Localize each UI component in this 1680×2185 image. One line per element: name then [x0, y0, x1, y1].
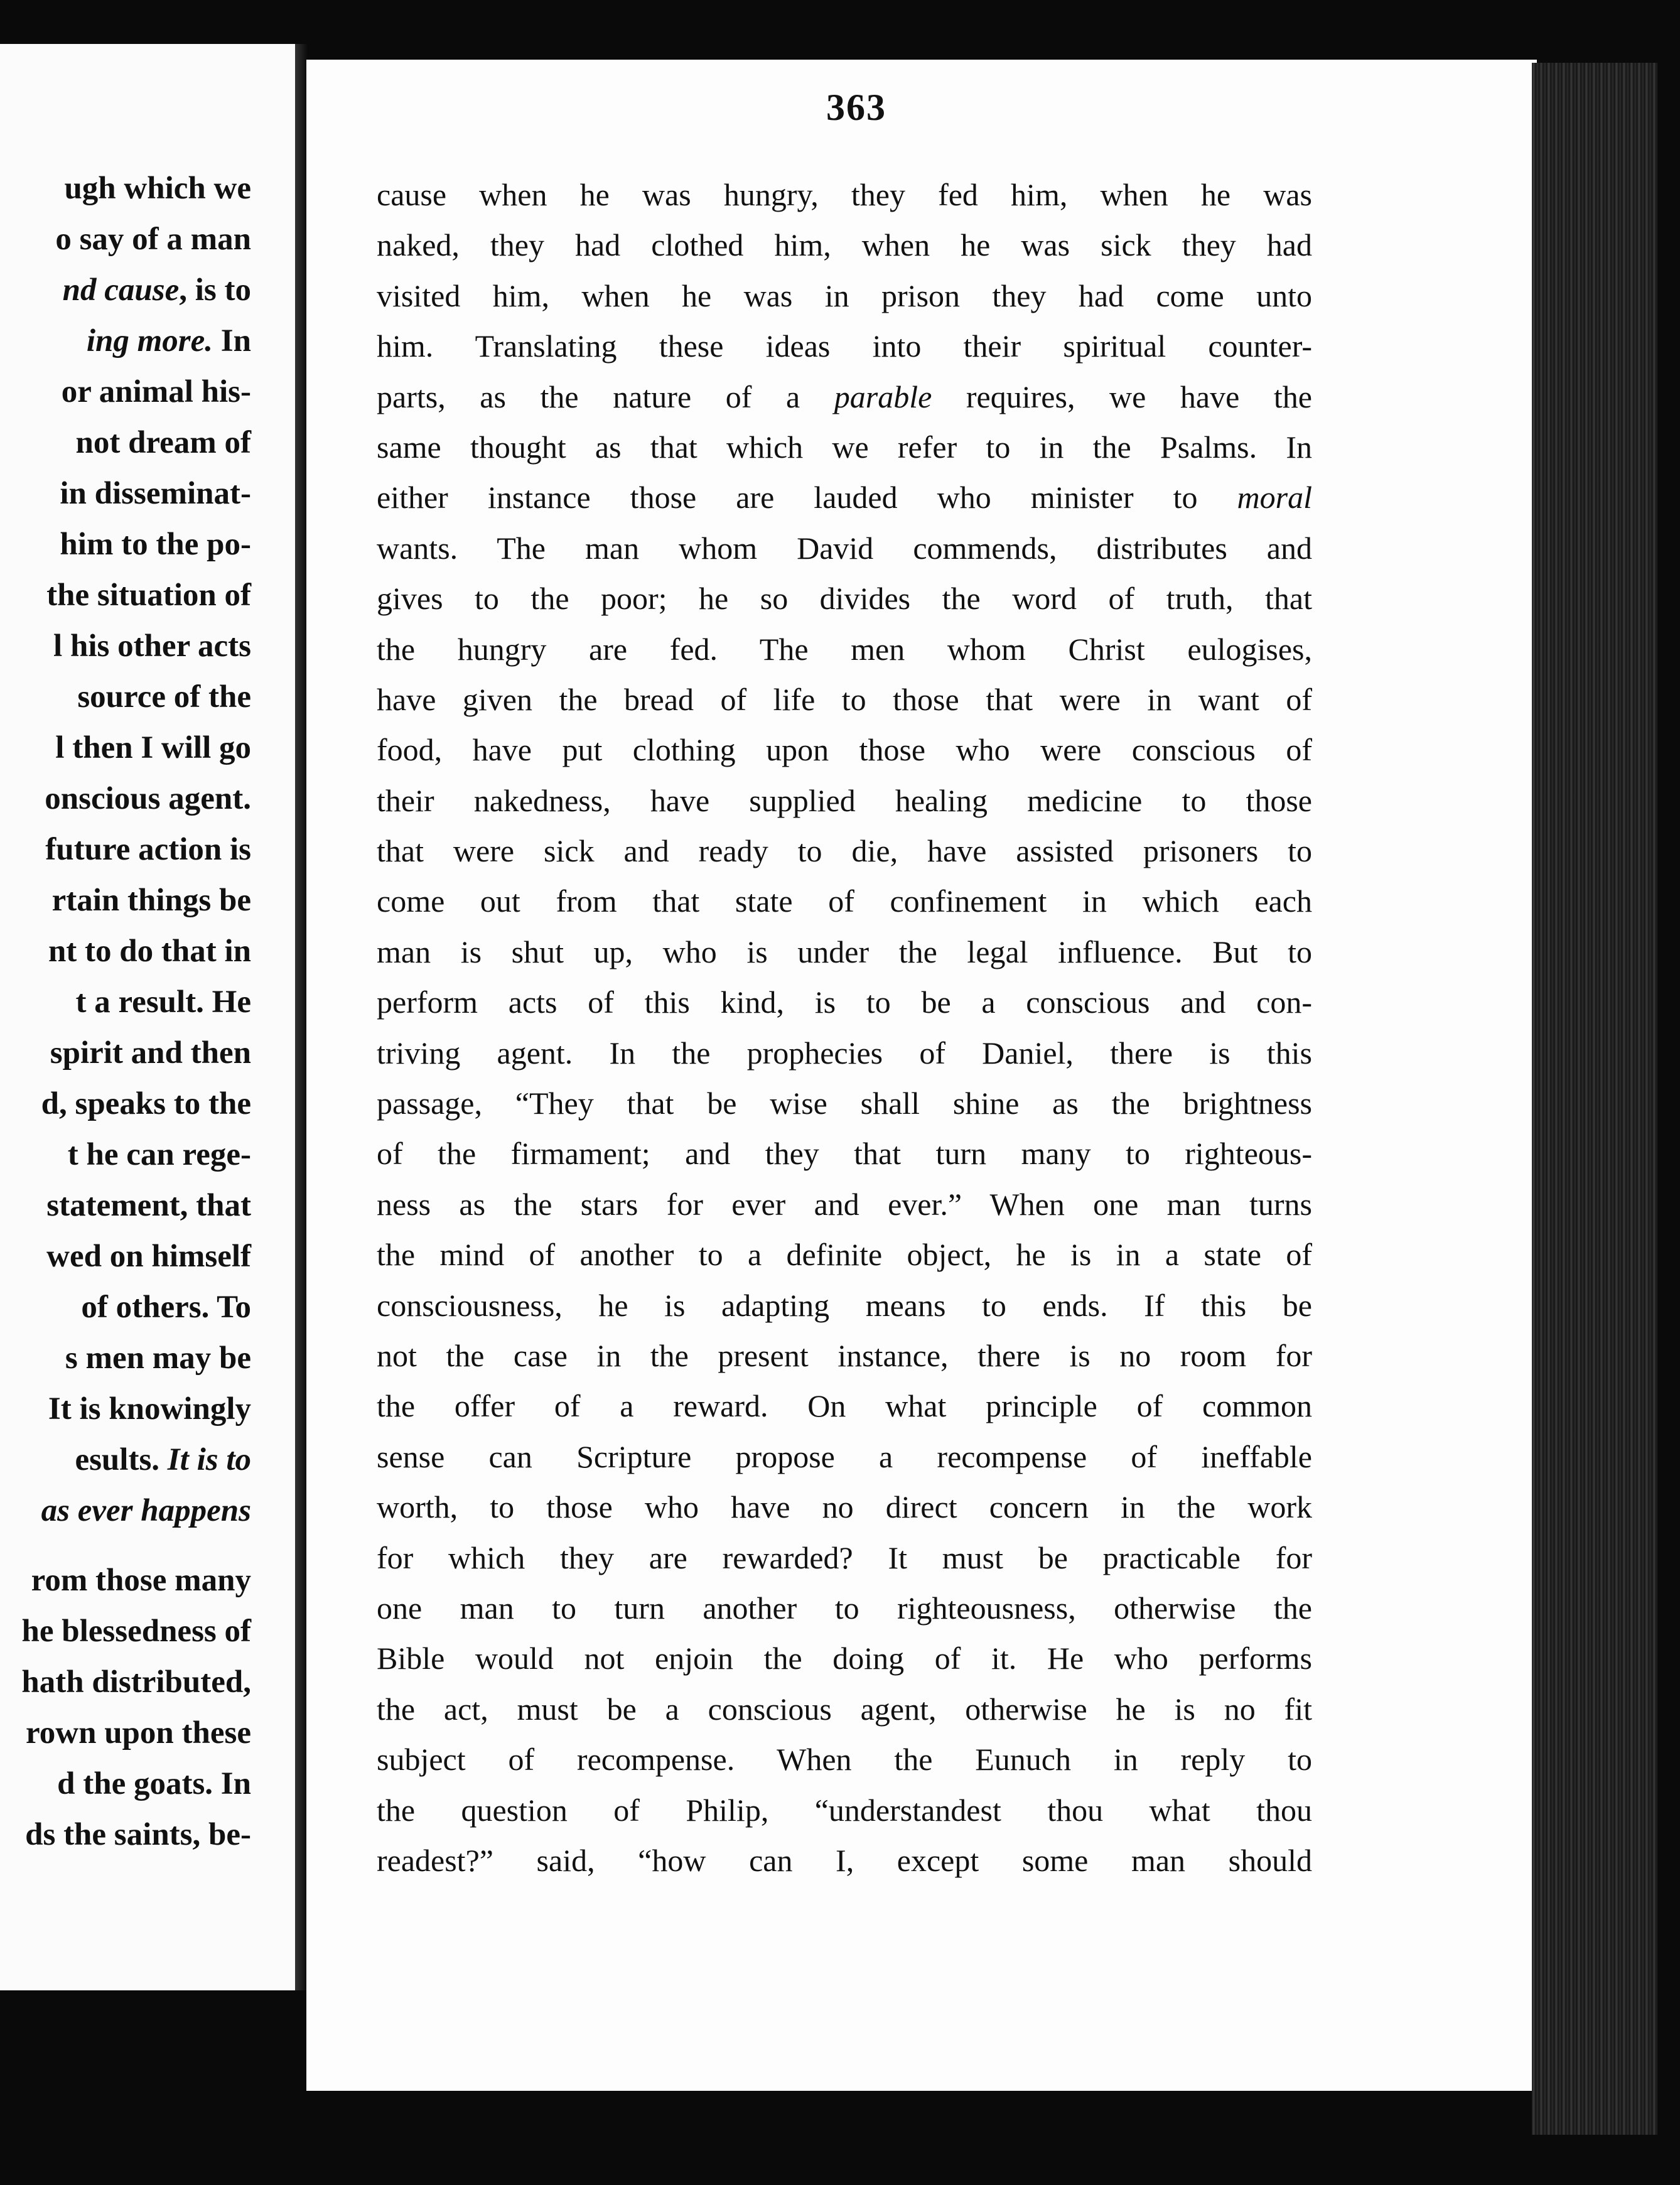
- line-text: , is to: [179, 272, 251, 308]
- italic-text: It is to: [167, 1442, 251, 1477]
- text-line: l his other acts: [53, 629, 251, 664]
- text-line: [0, 1435, 251, 1486]
- text-line: t he can rege-: [67, 1137, 251, 1172]
- text-line: man is shut up, who is under the legal influence. But to: [377, 934, 1312, 969]
- text-line: for which they are rewarded? It must be practicable for: [377, 1540, 1312, 1575]
- text-line: the situation of: [46, 578, 251, 613]
- text-line: one man to turn another to righteousness, otherwise the: [377, 1590, 1312, 1626]
- italic-text: ing more.: [86, 323, 213, 359]
- text-line: ness as the stars for ever and ever.” When one man turns: [377, 1186, 1312, 1222]
- text-line: It is knowingly: [48, 1391, 251, 1427]
- text-line: [0, 265, 251, 316]
- right-page: [306, 60, 1537, 2091]
- text-line: not dream of: [75, 425, 251, 460]
- right-page-text: [377, 170, 1312, 1886]
- text-line: wed on himself: [46, 1239, 251, 1274]
- left-page-text: [0, 163, 251, 1860]
- text-line: spirit and then: [50, 1035, 251, 1071]
- text-line: rtain things be: [51, 883, 251, 918]
- text-line: of the firmament; and they that turn many to righteous-: [377, 1136, 1312, 1172]
- text-line: future action is: [45, 832, 251, 867]
- text-line: d the goats. In: [57, 1766, 251, 1801]
- book-gutter: [295, 44, 308, 1990]
- text-line: hath distributed,: [21, 1664, 251, 1700]
- text-line: source of the: [77, 679, 251, 715]
- text-line: consciousness, he is adapting means to ends. If this be: [377, 1287, 1312, 1323]
- text-line: in disseminat-: [60, 476, 251, 511]
- text-line: come out from that state of confinement in which each: [377, 883, 1312, 919]
- text-line: rom those many: [31, 1563, 251, 1598]
- text-line: perform acts of this kind, is to be a conscious and con-: [377, 985, 1312, 1020]
- text-line: cause when he was hungry, they fed him, when he was: [377, 177, 1312, 212]
- text-line: l then I will go: [55, 730, 251, 765]
- text-line: worth, to those who have no direct concern in the work: [377, 1489, 1312, 1525]
- text-line: of others. To: [81, 1290, 251, 1325]
- text-line: d, speaks to the: [41, 1086, 251, 1121]
- text-line: naked, they had clothed him, when he was sick they had: [377, 227, 1312, 263]
- line-text: requires, we have the: [932, 379, 1312, 414]
- page-number: 363: [826, 87, 886, 128]
- text-line: ugh which we: [64, 171, 251, 206]
- text-line: same thought as that which we refer to in the Psalms. In: [377, 429, 1312, 465]
- text-line: the act, must be a conscious agent, otherwise he is no fit: [377, 1691, 1312, 1727]
- text-line: or animal his-: [61, 374, 251, 409]
- text-line: [0, 1486, 251, 1536]
- text-line: [377, 372, 1312, 422]
- page-edges: [1532, 63, 1657, 2135]
- text-line: triving agent. In the prophecies of Daniel, there is this: [377, 1035, 1312, 1071]
- text-line: gives to the poor; he so divides the word of truth, that: [377, 581, 1312, 617]
- text-line: onscious agent.: [45, 781, 251, 816]
- text-line: t a result. He: [75, 985, 251, 1020]
- text-line: o say of a man: [55, 222, 251, 257]
- left-page: [0, 44, 296, 1990]
- text-line: s men may be: [65, 1341, 251, 1376]
- text-line: that were sick and ready to die, have assisted prisoners to: [377, 833, 1312, 869]
- italic-text: as ever happens: [41, 1493, 251, 1528]
- text-line: rown upon these: [26, 1715, 251, 1751]
- text-line: the offer of a reward. On what principle of common: [377, 1388, 1312, 1424]
- italic-text: parable: [834, 379, 932, 414]
- text-line: subject of recompense. When the Eunuch in reply to: [377, 1742, 1312, 1778]
- italic-text: moral: [1237, 480, 1312, 515]
- text-line: he blessedness of: [21, 1614, 251, 1649]
- text-line: [0, 316, 251, 367]
- line-text: parts, as the nature of a: [377, 379, 834, 414]
- text-line: passage, “They that be wise shall shine as the brightness: [377, 1086, 1312, 1121]
- text-line: him to the po-: [60, 527, 251, 562]
- text-line: their nakedness, have supplied healing medicine to those: [377, 782, 1312, 818]
- text-line: food, have put clothing upon those who were conscious of: [377, 732, 1312, 768]
- text-line: Bible would not enjoin the doing of it. He who performs: [377, 1641, 1312, 1676]
- text-line: readest?” said, “how can I, except some man should: [377, 1842, 1312, 1878]
- text-line: not the case in the present instance, there is no room for: [377, 1337, 1312, 1373]
- text-line: statement, that: [46, 1188, 251, 1223]
- text-line: have given the bread of life to those that were in want of: [377, 681, 1312, 717]
- line-text: either instance those are lauded who minister to: [377, 480, 1237, 515]
- text-line: sense can Scripture propose a recompense of ineffable: [377, 1438, 1312, 1474]
- line-text: In: [213, 323, 251, 359]
- text-line: him. Translating these ideas into their spiritual counter-: [377, 328, 1312, 364]
- text-line: wants. The man whom David commends, distributes and: [377, 530, 1312, 566]
- text-line: [377, 472, 1312, 522]
- text-line: the question of Philip, “understandest thou what thou: [377, 1792, 1312, 1828]
- text-line: the hungry are fed. The men whom Christ eulogises,: [377, 631, 1312, 667]
- text-line: visited him, when he was in prison they had come unto: [377, 278, 1312, 313]
- line-text: esults.: [75, 1442, 168, 1477]
- text-line: the mind of another to a definite object, he is in a state of: [377, 1237, 1312, 1273]
- text-line: nt to do that in: [48, 934, 251, 969]
- italic-text: nd cause: [62, 272, 180, 308]
- text-line: ds the saints, be-: [25, 1817, 251, 1852]
